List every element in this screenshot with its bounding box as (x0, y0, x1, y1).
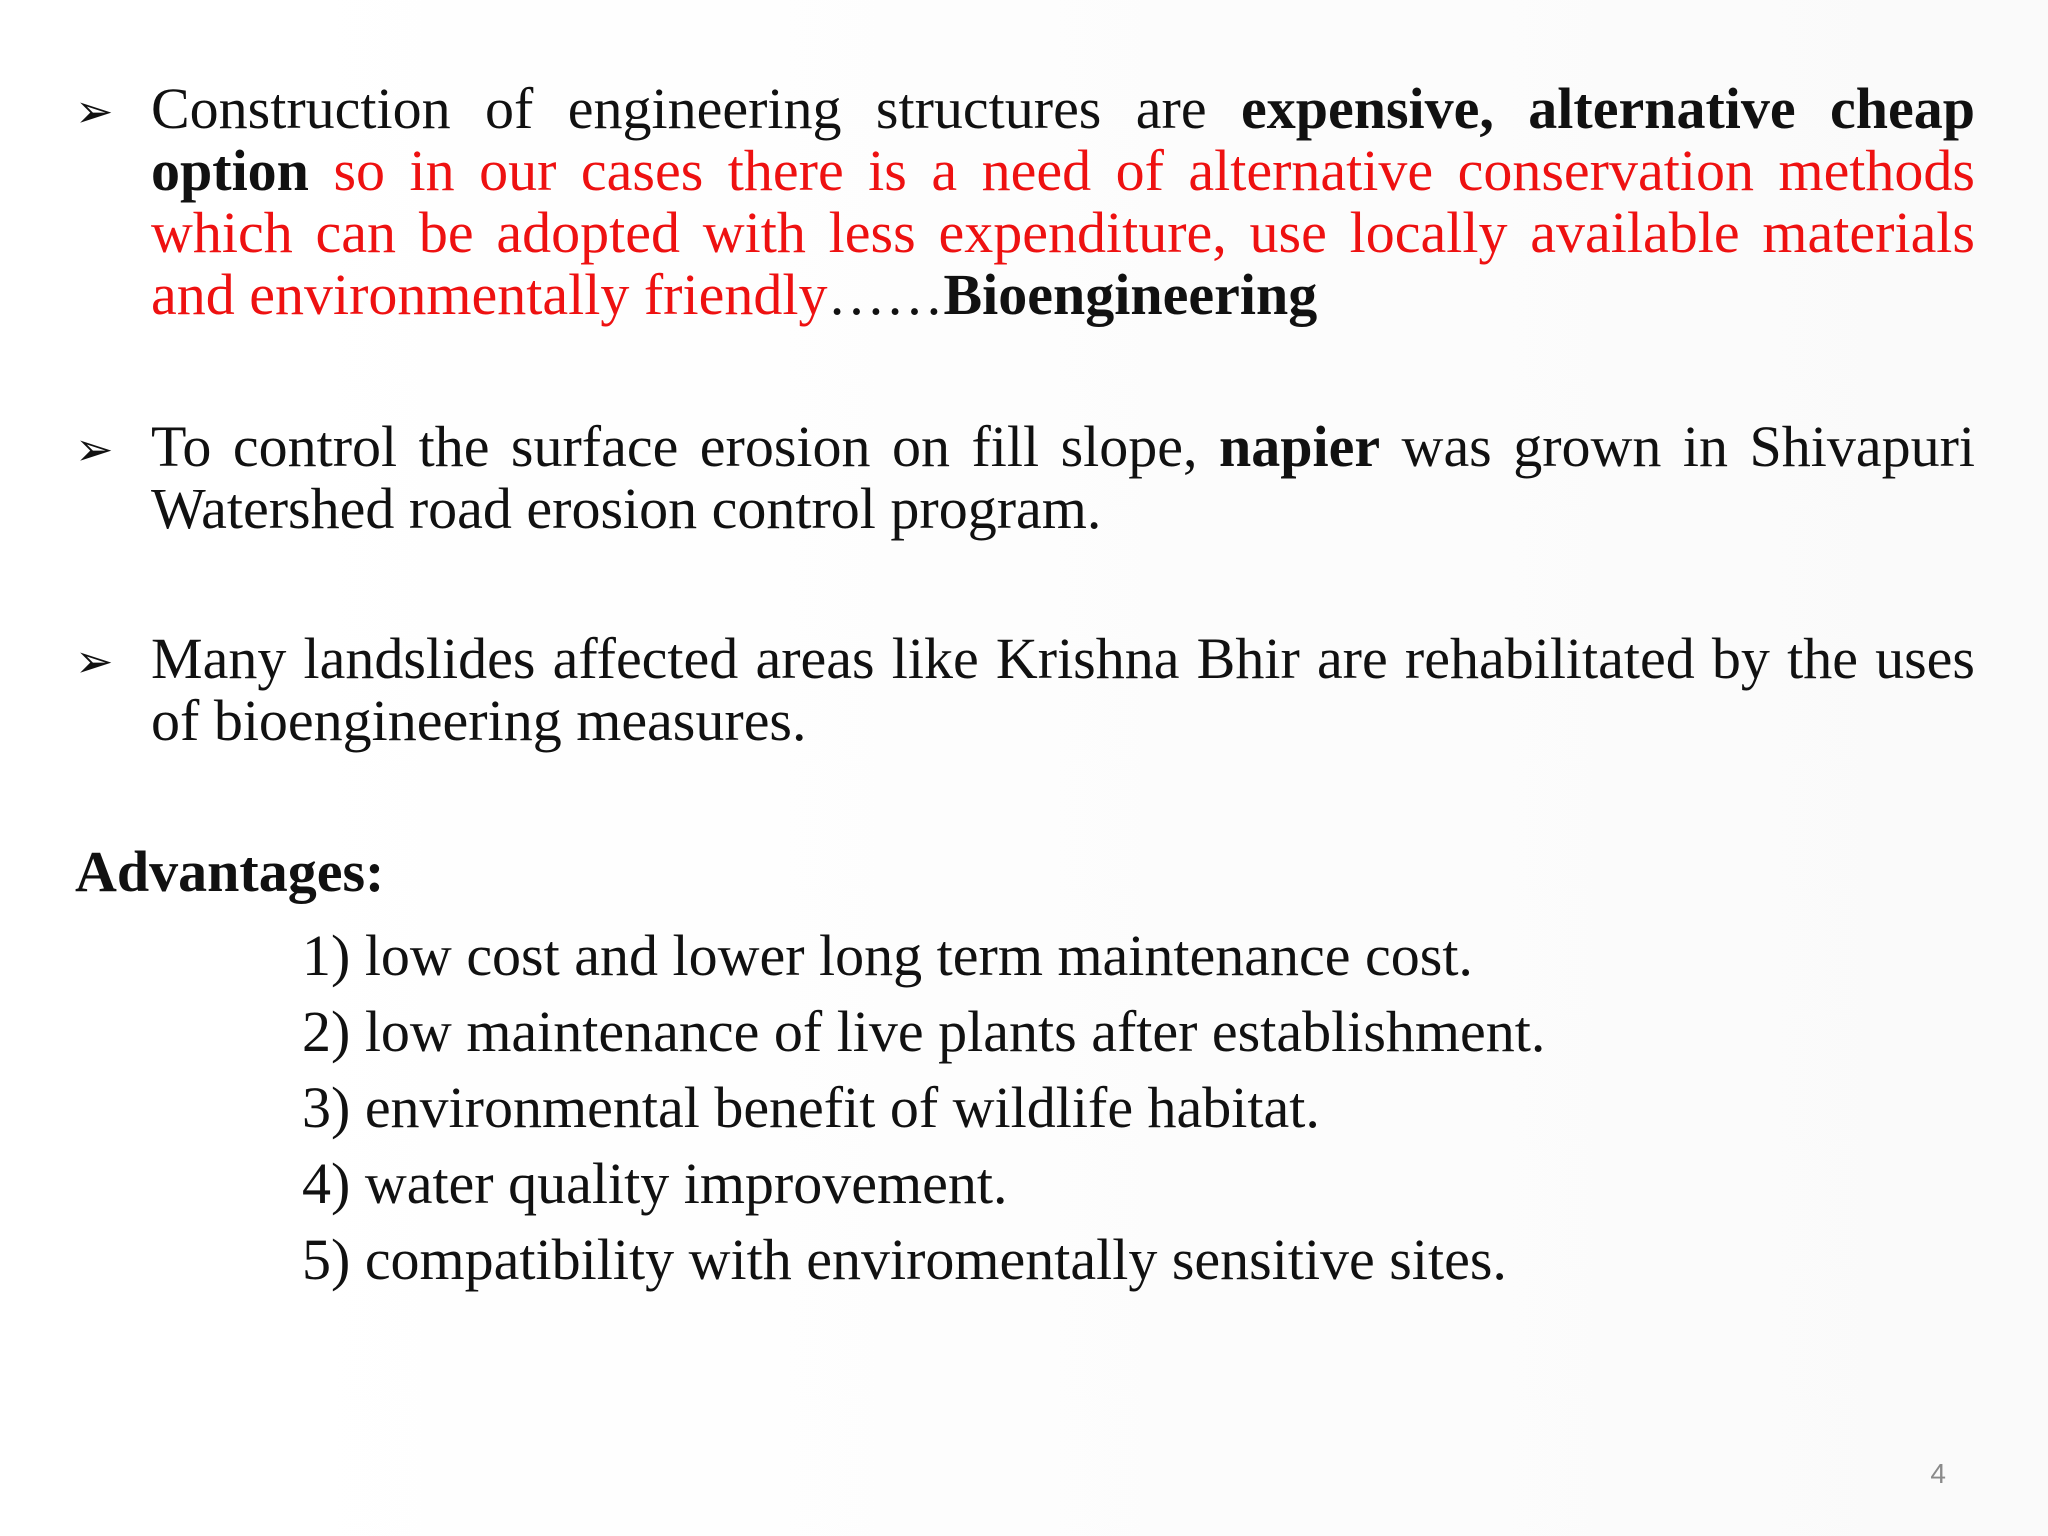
bullet-construction-ellipsis: …… (827, 262, 944, 327)
advantage-item: 1) low cost and lower long term maintenance cost. (302, 923, 1473, 988)
arrow-bullet-icon: ➢ (75, 634, 114, 688)
arrow-bullet-icon: ➢ (75, 422, 114, 476)
bullet-napier-keyword: napier (1218, 414, 1381, 479)
bullet-construction-intro: Construction of engineering structures are (151, 76, 1241, 141)
advantage-item: 2) low maintenance of live plants after establishment. (302, 999, 1546, 1064)
advantage-item: 4) water quality improvement. (302, 1151, 1008, 1216)
advantage-item: 3) environmental benefit of wildlife habitat. (302, 1075, 1320, 1140)
bullet-napier-text (151, 416, 1975, 540)
advantages-list (302, 918, 1545, 1298)
bullet-construction-emphasis: expensive, alternative cheap option (151, 76, 1975, 203)
advantage-item: 5) compatibility with enviromentally sensitive sites. (302, 1227, 1507, 1292)
bullet-construction-text (151, 78, 1975, 326)
bullet-construction (75, 78, 1975, 326)
bullet-landslides (75, 628, 1975, 752)
arrow-bullet-icon: ➢ (75, 84, 114, 138)
bullet-construction-keyword: Bioengineering (943, 262, 1318, 327)
bullet-construction-red-text: so in our cases there is a need of alternative conservation methods which can be adopted with less expenditure, use locally available materials and environmentally friendly (151, 138, 1975, 327)
advantages-heading: Advantages: (75, 839, 385, 904)
page-number: 4 (1930, 1458, 1946, 1489)
bullet-napier-intro: To control the surface erosion on fill slope, (151, 414, 1219, 479)
bullet-napier-rest: was grown in Shivapuri Watershed road erosion control program. (151, 414, 1975, 541)
bullet-landslides-text: Many landslides affected areas like Krishna Bhir are rehabilitated by the uses of bioengineering measures. (151, 626, 1975, 753)
bullet-napier (75, 416, 1975, 540)
